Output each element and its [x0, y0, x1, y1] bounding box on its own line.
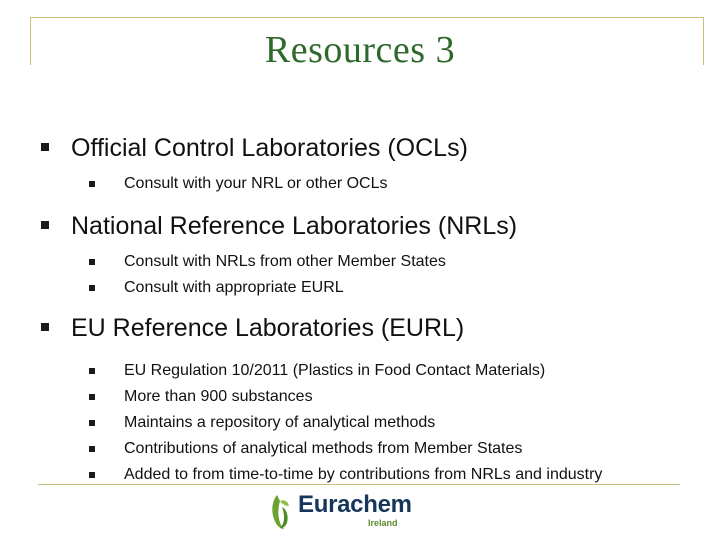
section-heading-text: National Reference Laboratories (NRLs): [71, 212, 518, 240]
section-items: [34, 171, 694, 197]
square-bullet-icon: [89, 420, 95, 426]
list-item-text: Consult with your NRL or other OCLs: [124, 175, 388, 192]
list-item-text: Contributions of analytical methods from Member States: [124, 440, 523, 457]
square-bullet-icon: [89, 181, 95, 187]
list-item: [34, 384, 694, 410]
list-item: [34, 436, 694, 462]
section-heading: [34, 132, 694, 164]
section-heading-text: Official Control Laboratories (OCLs): [71, 134, 468, 162]
section-items: [34, 358, 694, 488]
section-items: [34, 249, 694, 301]
logo-subtitle: Ireland: [368, 518, 398, 528]
list-item-text: Maintains a repository of analytical methods: [124, 414, 436, 431]
square-bullet-icon: [41, 221, 49, 229]
square-bullet-icon: [89, 285, 95, 291]
section-heading: [34, 312, 694, 344]
square-bullet-icon: [89, 394, 95, 400]
list-item: [34, 462, 694, 488]
slide-body: [34, 132, 694, 488]
list-item-text: Consult with appropriate EURL: [124, 279, 344, 296]
list-item: [34, 275, 694, 301]
slide-title: Resources 3: [264, 29, 456, 71]
square-bullet-icon: [89, 446, 95, 452]
section-ocl: [34, 132, 694, 197]
square-bullet-icon: [89, 259, 95, 265]
logo-name: Eurachem: [298, 491, 412, 518]
square-bullet-icon: [89, 472, 95, 478]
square-bullet-icon: [41, 323, 49, 331]
square-bullet-icon: [41, 143, 49, 151]
list-item-text: More than 900 substances: [124, 388, 313, 405]
section-nrl: [34, 210, 694, 301]
list-item: [34, 358, 694, 384]
section-eurl: [34, 312, 694, 488]
list-item-text: Added to from time-to-time by contributions from NRLs and industry: [124, 466, 603, 483]
leaf-flask-icon: [268, 487, 296, 533]
list-item: [34, 171, 694, 197]
list-item: [34, 249, 694, 275]
list-item: [34, 410, 694, 436]
list-item-text: EU Regulation 10/2011 (Plastics in Food Contact Materials): [124, 362, 546, 379]
list-item-text: Consult with NRLs from other Member States: [124, 253, 446, 270]
section-heading: [34, 210, 694, 242]
top-frame-line: [30, 17, 704, 18]
section-heading-text: EU Reference Laboratories (EURL): [71, 314, 465, 342]
square-bullet-icon: [89, 368, 95, 374]
eurachem-logo: [268, 487, 418, 533]
